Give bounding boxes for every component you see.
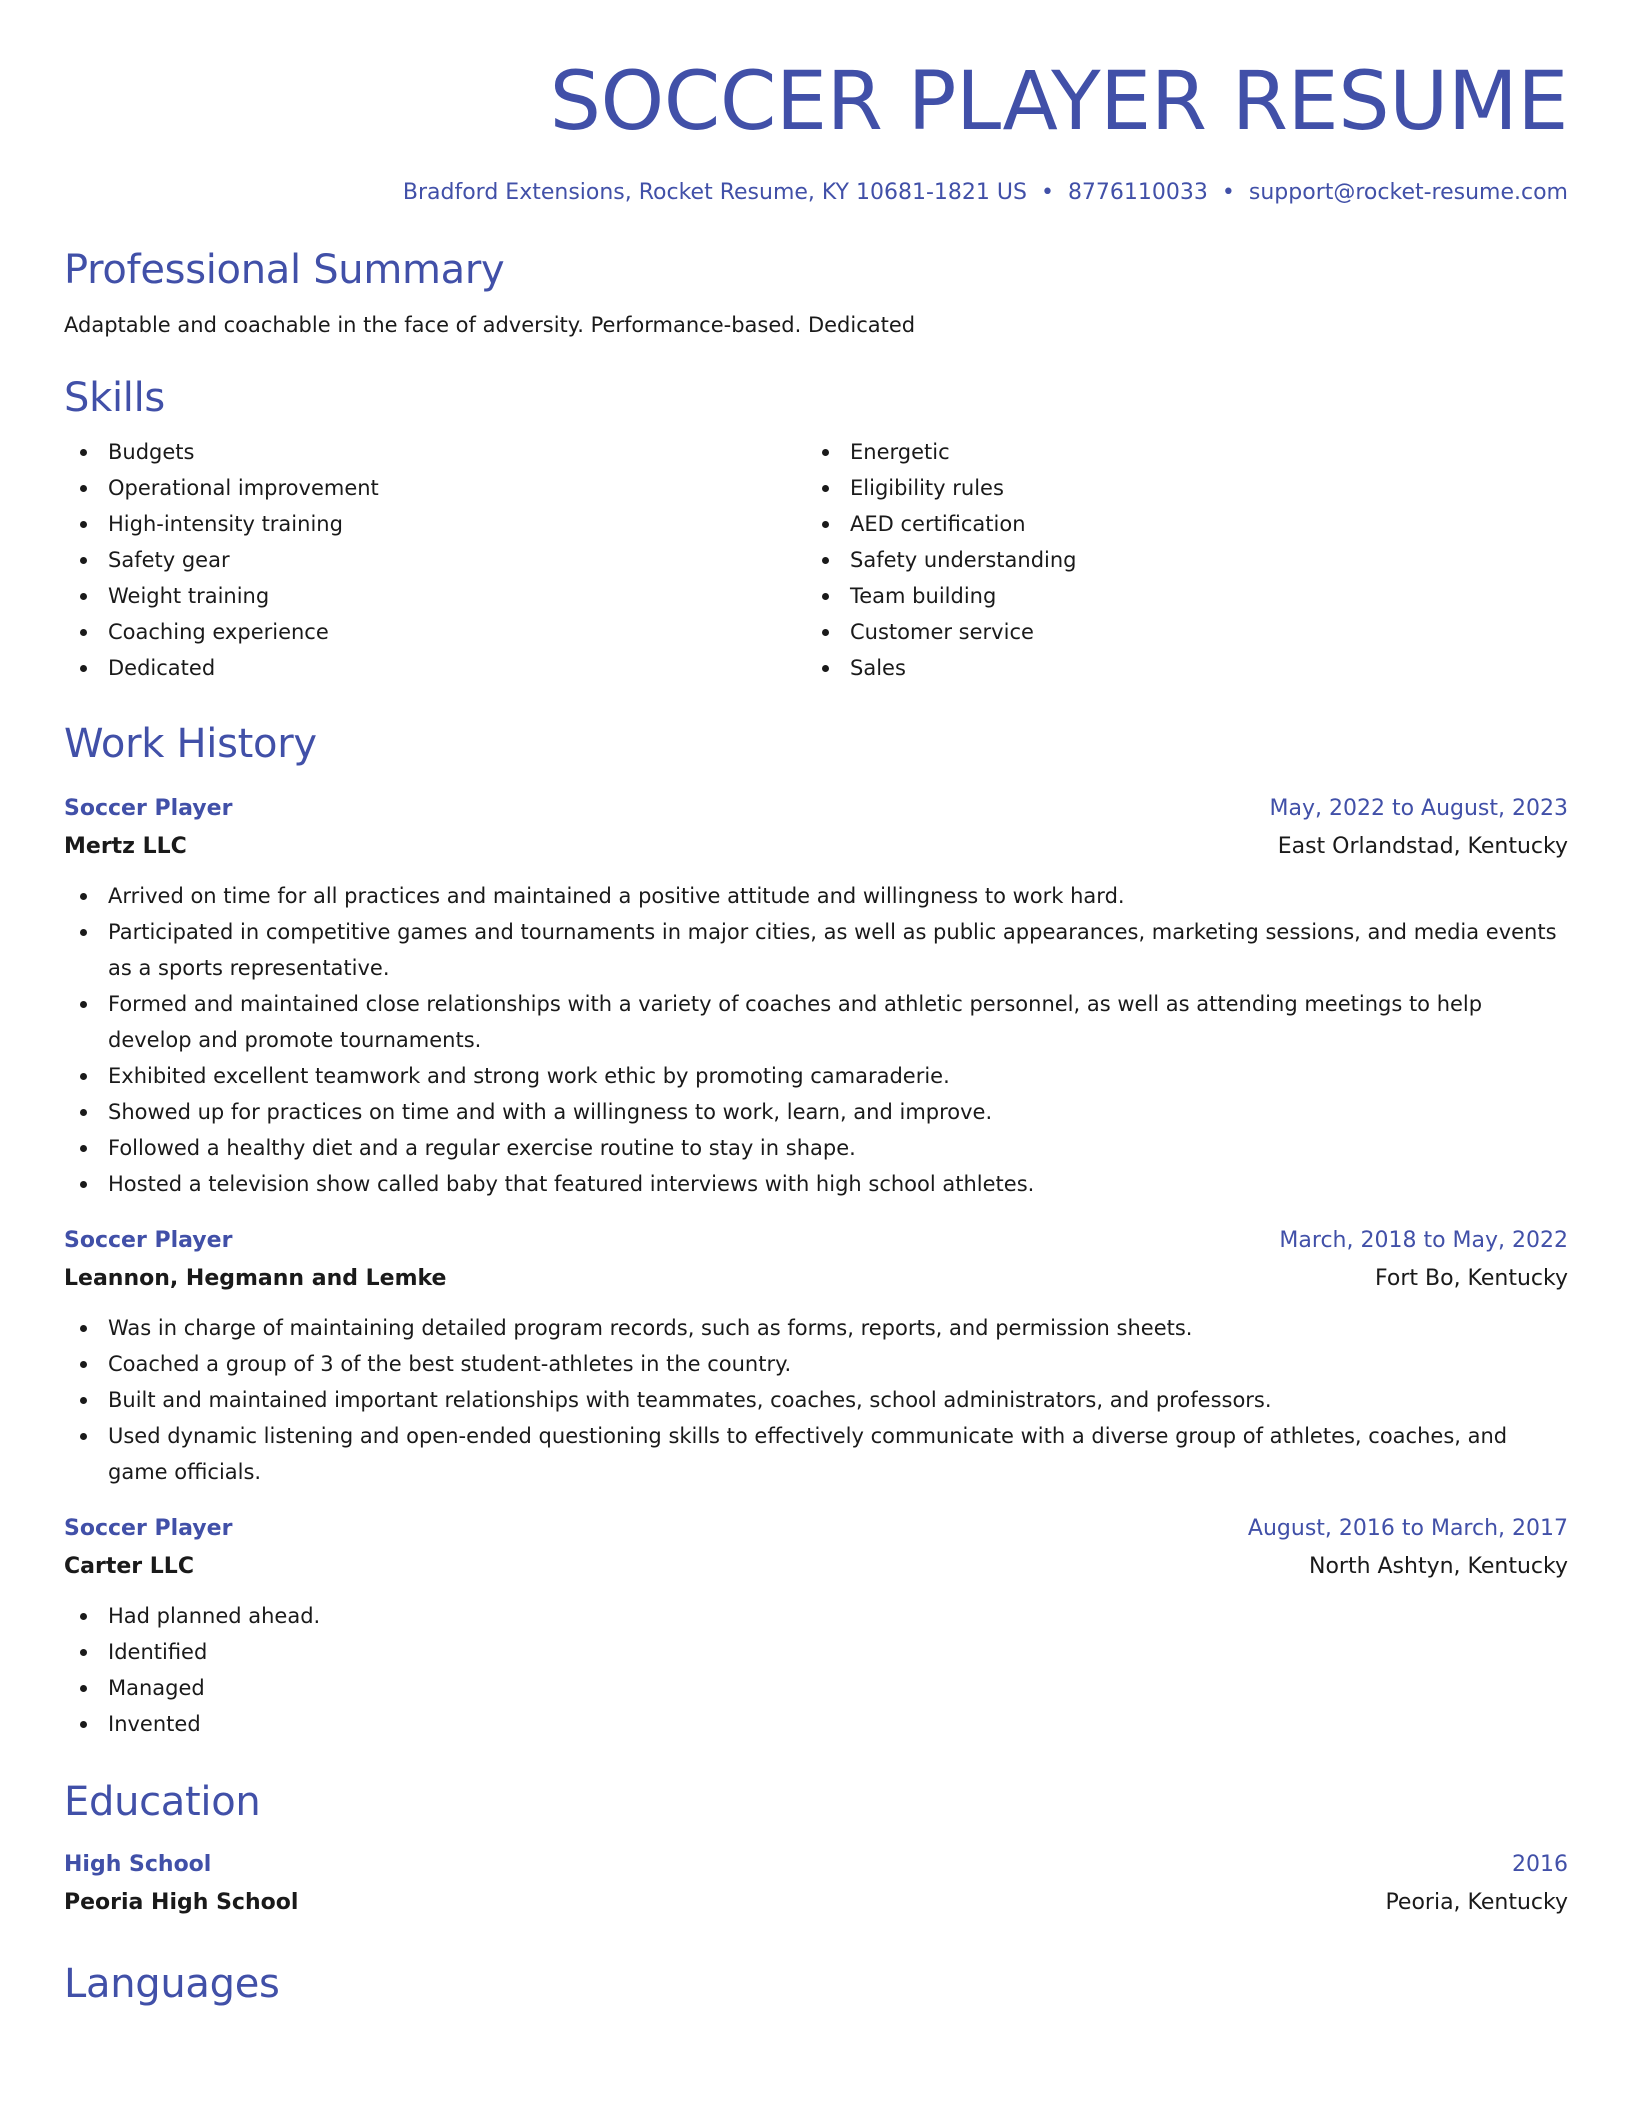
job-location: East Orlandstad, Kentucky: [1277, 834, 1568, 859]
skills-list-left: [64, 434, 806, 686]
languages-heading: Languages: [64, 1961, 280, 2007]
skills-heading: Skills: [64, 375, 165, 421]
contact-separator: •: [1221, 180, 1235, 205]
skill-item: Eligibility rules: [806, 470, 1548, 506]
job-bullet: Managed: [64, 1670, 1568, 1706]
skill-item: Energetic: [806, 434, 1548, 470]
job-entry: [64, 1510, 1568, 1742]
job-company-row: [64, 1548, 1568, 1586]
languages-section: [64, 1958, 1568, 2010]
job-role-row: [64, 790, 1568, 828]
contact-address: Bradford Extensions, Rocket Resume, KY 10681-1821 US: [402, 180, 1027, 205]
skill-item: Weight training: [64, 578, 806, 614]
education-degree: High School: [64, 1852, 212, 1877]
job-dates: March, 2018 to May, 2022: [1279, 1228, 1568, 1253]
job-role: Soccer Player: [64, 796, 233, 821]
summary-text: Adaptable and coachable in the face of adversity. Performance-based. Dedicated: [64, 313, 916, 337]
education-location: Peoria, Kentucky: [1385, 1890, 1568, 1915]
job-bullet: Built and maintained important relationships with teammates, coaches, school administrators, and professors.: [64, 1382, 1568, 1418]
skill-item: AED certification: [806, 506, 1548, 542]
skill-item: Team building: [806, 578, 1548, 614]
job-role-row: [64, 1222, 1568, 1260]
job-bullet: Showed up for practices on time and with a willingness to work, learn, and improve.: [64, 1094, 1568, 1130]
resume-title: SOCCER PLAYER RESUME: [549, 55, 1568, 149]
job-bullet: Identified: [64, 1634, 1568, 1670]
contact-email[interactable]: support@rocket-resume.com: [1248, 180, 1568, 205]
job-bullet: Had planned ahead.: [64, 1598, 1568, 1634]
job-bullets: [64, 1310, 1568, 1490]
job-dates: May, 2022 to August, 2023: [1269, 796, 1568, 821]
skill-item: Sales: [806, 650, 1548, 686]
work-history-section: [64, 718, 1568, 1742]
job-bullets: [64, 1598, 1568, 1742]
job-bullet: Followed a healthy diet and a regular exercise routine to stay in shape.: [64, 1130, 1568, 1166]
job-bullet: Coached a group of 3 of the best student-athletes in the country.: [64, 1346, 1568, 1382]
skills-section: [64, 372, 1568, 686]
skill-item: Safety gear: [64, 542, 806, 578]
job-bullets: [64, 878, 1568, 1202]
job-company: Leannon, Hegmann and Lemke: [64, 1266, 447, 1291]
education-degree-row: [64, 1846, 1568, 1884]
job-company-row: [64, 1260, 1568, 1298]
skills-grid: [64, 434, 1568, 686]
job-bullet: Used dynamic listening and open-ended questioning skills to effectively communicate with a diverse group of athletes, coaches, and game officials.: [64, 1418, 1568, 1490]
skill-item: Customer service: [806, 614, 1548, 650]
job-bullet: Arrived on time for all practices and maintained a positive attitude and willingness to work hard.: [64, 878, 1568, 914]
job-role-row: [64, 1510, 1568, 1548]
job-bullet: Was in charge of maintaining detailed program records, such as forms, reports, and permission sheets.: [64, 1310, 1568, 1346]
job-bullet: Hosted a television show called baby that featured interviews with high school athletes.: [64, 1166, 1568, 1202]
education-heading: Education: [64, 1779, 261, 1825]
education-school: Peoria High School: [64, 1890, 299, 1915]
education-school-row: [64, 1884, 1568, 1922]
job-entry: [64, 790, 1568, 1202]
education-entry: [64, 1846, 1568, 1922]
skills-list-right: [806, 434, 1548, 686]
job-role: Soccer Player: [64, 1516, 233, 1541]
education-year: 2016: [1512, 1852, 1568, 1877]
summary-section: [64, 244, 1568, 340]
job-company: Mertz LLC: [64, 834, 187, 859]
contact-line: [64, 178, 1568, 208]
skill-item: Coaching experience: [64, 614, 806, 650]
contact-separator: •: [1040, 180, 1054, 205]
job-entry: [64, 1222, 1568, 1490]
job-bullet: Invented: [64, 1706, 1568, 1742]
job-company-row: [64, 828, 1568, 866]
job-role: Soccer Player: [64, 1228, 233, 1253]
job-dates: August, 2016 to March, 2017: [1247, 1516, 1568, 1541]
contact-phone[interactable]: 8776110033: [1067, 180, 1208, 205]
job-company: Carter LLC: [64, 1554, 194, 1579]
skill-item: High-intensity training: [64, 506, 806, 542]
job-bullet: Participated in competitive games and tournaments in major cities, as well as public appearances, marketing sessions, and media events as a sports representative.: [64, 914, 1568, 986]
skill-item: Safety understanding: [806, 542, 1548, 578]
summary-heading: Professional Summary: [64, 247, 505, 293]
job-bullet: Exhibited excellent teamwork and strong work ethic by promoting camaraderie.: [64, 1058, 1568, 1094]
education-section: [64, 1776, 1568, 1922]
resume-header: [64, 52, 1568, 208]
job-location: Fort Bo, Kentucky: [1375, 1266, 1568, 1291]
job-location: North Ashtyn, Kentucky: [1308, 1554, 1568, 1579]
job-bullet: Formed and maintained close relationships with a variety of coaches and athletic personnel, as well as attending meetings to help develop and promote tournaments.: [64, 986, 1568, 1058]
resume-page: [64, 52, 1568, 2010]
work-history-heading: Work History: [64, 721, 317, 767]
skill-item: Dedicated: [64, 650, 806, 686]
skill-item: Budgets: [64, 434, 806, 470]
skill-item: Operational improvement: [64, 470, 806, 506]
